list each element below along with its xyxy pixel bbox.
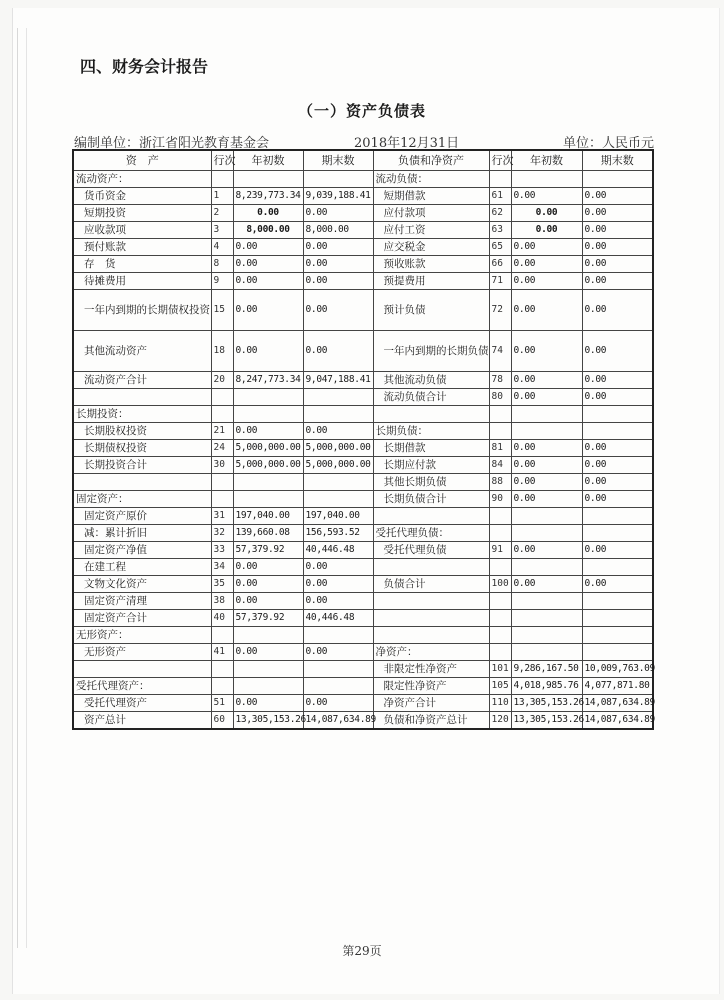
asset-opening-balance [233,171,303,188]
liability-opening-balance [511,508,582,525]
asset-opening-balance: 0.00 [233,256,303,273]
liability-item-name: 应交税金 [373,239,489,256]
asset-closing-balance: 0.00 [303,695,373,712]
liability-opening-balance [511,423,582,440]
table-row [73,331,653,372]
asset-line-number: 31 [211,508,233,525]
asset-closing-balance: 9,039,188.41 [303,188,373,205]
liability-line-number: 65 [489,239,511,256]
asset-line-number: 24 [211,440,233,457]
asset-item-name: 固定资产原价 [73,508,211,525]
asset-line-number: 35 [211,576,233,593]
asset-line-number: 41 [211,644,233,661]
asset-line-number [211,389,233,406]
asset-closing-balance [303,171,373,188]
liability-item-name: 流动负债合计 [373,389,489,406]
liability-item-name: 长期负债合计 [373,491,489,508]
asset-item-name: 固定资产净值 [73,542,211,559]
table-row [73,474,653,491]
liability-opening-balance: 0.00 [511,188,582,205]
table-row [73,576,653,593]
asset-line-number: 33 [211,542,233,559]
liability-closing-balance [582,171,653,188]
liability-line-number: 90 [489,491,511,508]
header-liabilities: 负债和净资产 [373,150,489,171]
asset-item-name: 应收款项 [73,222,211,239]
table-row [73,188,653,205]
liability-item-name [373,406,489,423]
liability-closing-balance [582,627,653,644]
asset-item-name: 流动资产： [73,171,211,188]
asset-opening-balance: 0.00 [233,576,303,593]
liability-opening-balance: 0.00 [511,440,582,457]
liability-line-number: 74 [489,331,511,372]
liability-closing-balance: 0.00 [582,440,653,457]
table-row [73,372,653,389]
table-row [73,525,653,542]
asset-opening-balance: 197,040.00 [233,508,303,525]
asset-line-number [211,474,233,491]
asset-closing-balance: 8,000.00 [303,222,373,239]
asset-opening-balance: 57,379.92 [233,542,303,559]
table-row [73,627,653,644]
asset-opening-balance: 0.00 [233,331,303,372]
asset-opening-balance: 8,247,773.34 [233,372,303,389]
asset-opening-balance [233,627,303,644]
liability-item-name: 长期负债： [373,423,489,440]
liability-closing-balance: 0.00 [582,389,653,406]
liability-closing-balance [582,423,653,440]
asset-opening-balance: 0.00 [233,423,303,440]
liability-item-name: 应付工资 [373,222,489,239]
header-line-no: 行次 [211,150,233,171]
asset-line-number: 8 [211,256,233,273]
liability-item-name: 净资产合计 [373,695,489,712]
liability-opening-balance: 0.00 [511,222,582,239]
asset-opening-balance: 5,000,000.00 [233,440,303,457]
asset-opening-balance [233,406,303,423]
asset-line-number: 51 [211,695,233,712]
liability-item-name: 应付款项 [373,205,489,222]
asset-opening-balance: 0.00 [233,239,303,256]
asset-closing-balance [303,678,373,695]
asset-closing-balance: 197,040.00 [303,508,373,525]
asset-line-number: 1 [211,188,233,205]
asset-closing-balance [303,389,373,406]
liability-line-number [489,171,511,188]
asset-line-number [211,491,233,508]
asset-item-name: 流动资产合计 [73,372,211,389]
asset-item-name: 待摊费用 [73,273,211,290]
liability-line-number: 105 [489,678,511,695]
liability-closing-balance: 4,077,871.80 [582,678,653,695]
asset-opening-balance: 13,305,153.26 [233,712,303,730]
table-row [73,508,653,525]
table-row [73,222,653,239]
asset-opening-balance: 0.00 [233,695,303,712]
liability-line-number [489,610,511,627]
table-row [73,542,653,559]
asset-opening-balance: 0.00 [233,644,303,661]
table-row [73,678,653,695]
liability-item-name: 一年内到期的长期负债 [373,331,489,372]
asset-closing-balance: 40,446.48 [303,542,373,559]
liability-closing-balance: 10,009,763.09 [582,661,653,678]
liability-line-number: 88 [489,474,511,491]
liability-closing-balance [582,508,653,525]
asset-closing-balance: 0.00 [303,576,373,593]
liability-item-name [373,593,489,610]
asset-opening-balance: 0.00 [233,290,303,331]
liability-line-number: 84 [489,457,511,474]
liability-item-name [373,627,489,644]
liability-item-name: 非限定性净资产 [373,661,489,678]
asset-line-number: 20 [211,372,233,389]
balance-sheet-table [72,149,654,730]
liability-line-number [489,644,511,661]
asset-opening-balance [233,474,303,491]
asset-item-name: 长期股权投资 [73,423,211,440]
liability-item-name [373,559,489,576]
table-row [73,610,653,627]
liability-line-number: 101 [489,661,511,678]
liability-line-number [489,525,511,542]
asset-closing-balance: 14,087,634.89 [303,712,373,730]
liability-opening-balance [511,406,582,423]
table-row [73,593,653,610]
liability-line-number: 62 [489,205,511,222]
asset-closing-balance [303,474,373,491]
asset-line-number [211,627,233,644]
liability-item-name: 受托代理负债： [373,525,489,542]
asset-item-name: 文物文化资产 [73,576,211,593]
liability-opening-balance: 4,018,985.76 [511,678,582,695]
liability-opening-balance: 0.00 [511,491,582,508]
page-number: 第29页 [342,944,382,958]
liability-closing-balance [582,559,653,576]
asset-opening-balance [233,678,303,695]
liability-line-number [489,559,511,576]
liability-item-name: 预收账款 [373,256,489,273]
asset-closing-balance: 0.00 [303,644,373,661]
table-row [73,256,653,273]
asset-line-number: 9 [211,273,233,290]
liability-opening-balance: 13,305,153.26 [511,695,582,712]
asset-line-number: 15 [211,290,233,331]
asset-item-name: 预付账款 [73,239,211,256]
asset-opening-balance: 0.00 [233,205,303,222]
liability-closing-balance: 0.00 [582,576,653,593]
liability-opening-balance: 0.00 [511,239,582,256]
asset-line-number: 40 [211,610,233,627]
asset-closing-balance [303,491,373,508]
asset-opening-balance: 0.00 [233,559,303,576]
liability-opening-balance [511,171,582,188]
asset-opening-balance: 8,000.00 [233,222,303,239]
liability-closing-balance: 0.00 [582,542,653,559]
table-row [73,491,653,508]
table-row [73,389,653,406]
liability-line-number [489,508,511,525]
asset-closing-balance: 9,047,188.41 [303,372,373,389]
liability-opening-balance: 0.00 [511,273,582,290]
liability-line-number: 91 [489,542,511,559]
liability-closing-balance [582,406,653,423]
asset-closing-balance [303,406,373,423]
liability-line-number: 110 [489,695,511,712]
asset-item-name: 其他流动资产 [73,331,211,372]
liability-line-number: 66 [489,256,511,273]
asset-closing-balance: 0.00 [303,559,373,576]
table-row [73,171,653,188]
asset-closing-balance: 5,000,000.00 [303,440,373,457]
table-row [73,273,653,290]
asset-item-name [73,389,211,406]
asset-closing-balance: 156,593.52 [303,525,373,542]
asset-line-number: 60 [211,712,233,730]
liability-item-name: 负债合计 [373,576,489,593]
table-row [73,423,653,440]
liability-closing-balance: 0.00 [582,372,653,389]
asset-line-number [211,678,233,695]
asset-line-number [211,406,233,423]
liability-item-name: 短期借款 [373,188,489,205]
asset-item-name: 短期投资 [73,205,211,222]
liability-opening-balance: 0.00 [511,576,582,593]
asset-line-number [211,661,233,678]
asset-item-name: 无形资产 [73,644,211,661]
liability-line-number: 63 [489,222,511,239]
asset-item-name: 受托代理资产 [73,695,211,712]
section-heading: 四、财务会计报告 [80,57,209,76]
asset-line-number [211,171,233,188]
liability-opening-balance [511,593,582,610]
asset-line-number: 32 [211,525,233,542]
asset-line-number: 18 [211,331,233,372]
liability-opening-balance [511,610,582,627]
liability-line-number: 100 [489,576,511,593]
liability-closing-balance: 0.00 [582,205,653,222]
asset-item-name [73,661,211,678]
asset-line-number: 21 [211,423,233,440]
liability-opening-balance: 0.00 [511,389,582,406]
report-meta [74,132,654,151]
liability-opening-balance: 0.00 [511,372,582,389]
table-row [73,239,653,256]
liability-item-name [373,610,489,627]
header-opening: 年初数 [233,150,303,171]
liability-opening-balance: 0.00 [511,542,582,559]
asset-opening-balance [233,389,303,406]
liability-closing-balance: 14,087,634.89 [582,712,653,730]
liability-opening-balance: 9,286,167.50 [511,661,582,678]
table-row [73,559,653,576]
liability-line-number [489,406,511,423]
liability-item-name [373,508,489,525]
liability-opening-balance: 0.00 [511,474,582,491]
asset-item-name: 无形资产： [73,627,211,644]
liability-item-name: 流动负债： [373,171,489,188]
asset-closing-balance: 0.00 [303,273,373,290]
asset-item-name: 减：累计折旧 [73,525,211,542]
header-assets: 资 产 [73,150,211,171]
table-row [73,205,653,222]
table-row [73,406,653,423]
table-body [73,171,653,730]
asset-line-number: 30 [211,457,233,474]
liability-line-number: 120 [489,712,511,730]
asset-item-name: 在建工程 [73,559,211,576]
liability-item-name: 负债和净资产总计 [373,712,489,730]
asset-line-number: 4 [211,239,233,256]
liability-closing-balance: 0.00 [582,474,653,491]
asset-opening-balance: 0.00 [233,593,303,610]
asset-closing-balance: 40,446.48 [303,610,373,627]
liability-closing-balance: 0.00 [582,457,653,474]
asset-item-name: 长期投资： [73,406,211,423]
table-row [73,457,653,474]
asset-item-name: 长期投资合计 [73,457,211,474]
asset-line-number: 2 [211,205,233,222]
header-line-no: 行次 [489,150,511,171]
table-row [73,661,653,678]
asset-opening-balance [233,661,303,678]
asset-line-number: 3 [211,222,233,239]
report-date: 2018年12月31日 [354,136,460,151]
liability-item-name: 其他长期负债 [373,474,489,491]
asset-closing-balance: 0.00 [303,239,373,256]
liability-line-number: 81 [489,440,511,457]
asset-item-name: 固定资产： [73,491,211,508]
liability-closing-balance: 0.00 [582,222,653,239]
liability-closing-balance: 0.00 [582,491,653,508]
asset-item-name: 长期债权投资 [73,440,211,457]
liability-opening-balance: 0.00 [511,290,582,331]
asset-line-number: 34 [211,559,233,576]
currency-unit: 单位：人民币元 [562,136,654,151]
liability-line-number [489,593,511,610]
binding-edge [17,28,27,948]
asset-item-name [73,474,211,491]
liability-closing-balance [582,593,653,610]
liability-closing-balance: 14,087,634.89 [582,695,653,712]
asset-closing-balance: 0.00 [303,205,373,222]
asset-opening-balance: 0.00 [233,273,303,290]
liability-opening-balance: 0.00 [511,331,582,372]
header-closing: 期末数 [303,150,373,171]
liability-line-number: 78 [489,372,511,389]
header-opening: 年初数 [511,150,582,171]
asset-closing-balance: 5,000,000.00 [303,457,373,474]
asset-opening-balance: 57,379.92 [233,610,303,627]
asset-closing-balance [303,627,373,644]
liability-closing-balance: 0.00 [582,290,653,331]
asset-opening-balance: 139,660.08 [233,525,303,542]
liability-closing-balance: 0.00 [582,273,653,290]
asset-line-number: 38 [211,593,233,610]
liability-closing-balance [582,644,653,661]
liability-item-name: 受托代理负债 [373,542,489,559]
liability-item-name: 其他流动负债 [373,372,489,389]
liability-closing-balance [582,610,653,627]
liability-line-number [489,423,511,440]
liability-item-name: 限定性净资产 [373,678,489,695]
asset-item-name: 存 货 [73,256,211,273]
liability-closing-balance [582,525,653,542]
table-header-row [73,150,653,171]
asset-item-name: 一年内到期的长期债权投资 [73,290,211,331]
asset-opening-balance: 5,000,000.00 [233,457,303,474]
liability-opening-balance [511,559,582,576]
asset-opening-balance: 8,239,773.34 [233,188,303,205]
liability-closing-balance: 0.00 [582,331,653,372]
liability-item-name: 长期借款 [373,440,489,457]
liability-opening-balance [511,644,582,661]
liability-item-name: 预计负债 [373,290,489,331]
asset-closing-balance: 0.00 [303,423,373,440]
asset-closing-balance: 0.00 [303,290,373,331]
liability-opening-balance [511,627,582,644]
asset-closing-balance: 0.00 [303,331,373,372]
table-row [73,440,653,457]
liability-opening-balance: 0.00 [511,457,582,474]
table-row [73,290,653,331]
liability-line-number: 61 [489,188,511,205]
asset-opening-balance [233,491,303,508]
asset-closing-balance [303,661,373,678]
asset-item-name: 受托代理资产： [73,678,211,695]
table-row [73,695,653,712]
liability-line-number: 72 [489,290,511,331]
liability-closing-balance: 0.00 [582,239,653,256]
liability-closing-balance: 0.00 [582,188,653,205]
preparing-organization: 编制单位：浙江省阳光教育基金会 [74,136,270,151]
header-closing: 期末数 [582,150,653,171]
asset-item-name: 固定资产清理 [73,593,211,610]
liability-item-name: 净资产： [373,644,489,661]
asset-item-name: 固定资产合计 [73,610,211,627]
liability-opening-balance: 0.00 [511,256,582,273]
table-row [73,644,653,661]
liability-line-number: 80 [489,389,511,406]
liability-opening-balance: 13,305,153.26 [511,712,582,730]
liability-line-number: 71 [489,273,511,290]
liability-item-name: 预提费用 [373,273,489,290]
asset-closing-balance: 0.00 [303,256,373,273]
asset-item-name: 资产总计 [73,712,211,730]
liability-opening-balance: 0.00 [511,205,582,222]
document-title: （一）资产负债表 [297,102,426,120]
liability-item-name: 长期应付款 [373,457,489,474]
asset-item-name: 货币资金 [73,188,211,205]
table-row [73,712,653,730]
liability-closing-balance: 0.00 [582,256,653,273]
liability-opening-balance [511,525,582,542]
asset-closing-balance: 0.00 [303,593,373,610]
liability-line-number [489,627,511,644]
